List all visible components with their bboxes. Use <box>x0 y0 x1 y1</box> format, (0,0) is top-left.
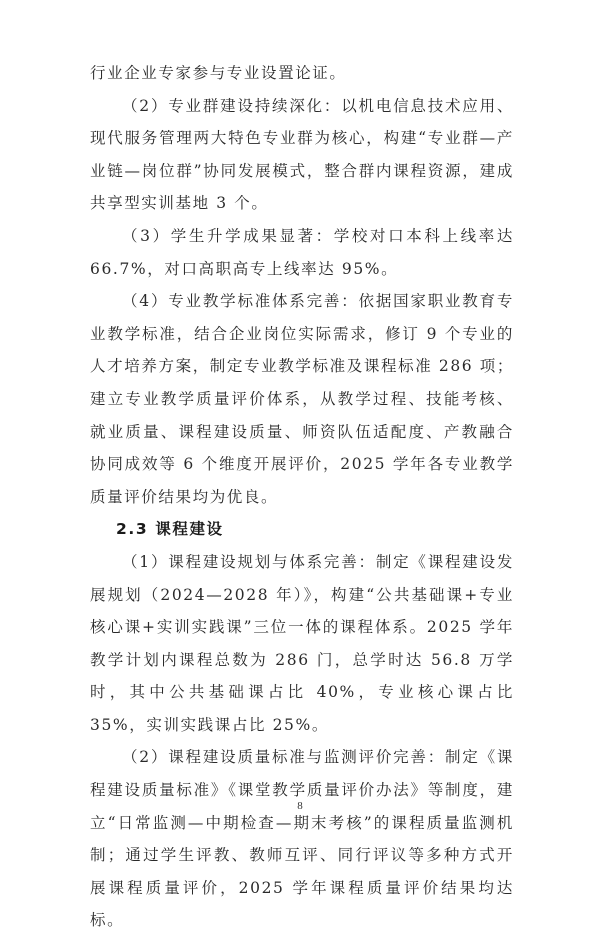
page-number: 8 <box>297 800 303 812</box>
paragraph-course-planning: （1）课程建设规划与体系完善：制定《课程建设发展规划（2024—2028 年）》，构建“公共基础课+专业核心课+实训实践课”三位一体的课程体系。2025 学年教学计划内课程总数为 286 门，总学时达 56.8 万学时，其中公共基础课占比 40%，专业核心课占比 35%，实训实践课占比 25%。 <box>90 552 514 734</box>
paragraph-specialty-cluster: （2）专业群建设持续深化：以机电信息技术应用、现代服务管理两大特色专业群为核心，构建“专业群—产业链—岗位群”协同发展模式，整合群内课程资源，建成共享型实训基地 3 个。 <box>90 96 514 213</box>
paragraph-continuation: 行业企业专家参与专业设置论证。 <box>90 64 347 82</box>
paragraph-teaching-standards: （4）专业教学标准体系完善：依据国家职业教育专业教学标准，结合企业岗位实际需求，修订 9 个专业的人才培养方案，制定专业教学标准及课程标准 286 项；建立专业教学质量评价体系，从教学过程、技能考核、就业质量、课程建设质量、师资队伍适配度、产教融合协同成效等 6 个维度开展评价，2025 学年各专业教学质量评价结果均为优良。 <box>90 292 514 506</box>
paragraph-course-quality: （2）课程建设质量标准与监测评价完善：制定《课程建设质量标准》《课堂教学质量评价办法》等制度，建立“日常监测—中期检查—期末考核”的课程质量监测机制；通过学生评教、教师互评、同行评议等多种方式开展课程质量评价，2025 学年课程质量评价结果均达标。 <box>90 748 514 930</box>
section-heading-course-construction: 2.3 课程建设 <box>116 520 224 539</box>
paragraph-student-advancement: （3）学生升学成果显著：学校对口本科上线率达 66.7%，对口高职高专上线率达 95%。 <box>90 226 514 278</box>
